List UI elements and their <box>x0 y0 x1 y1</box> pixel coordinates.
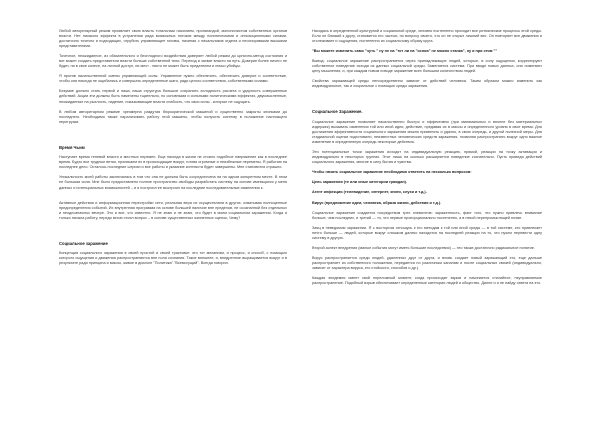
paragraph: В любом авторитарном режиме чрезмерна раздутая бюрократической машиной и существенно закрыты кнопками до последнего. Необходимо также парализовать работу этой машины, чтобы получить систему в положение настоящего перегрузки. <box>59 109 287 124</box>
paragraph: Свойства заражающей среды непосредственно зависят от действий человека. Таким образом можно изменить как индивидуальное, так и социальное с помощью среды заражения. <box>312 79 542 89</box>
paragraph: Активные действия и информационная перестройки сети, реальная вера их осуществляли в других, охватывая полноценные предопределения событий. Их внутренняя программа на основе большей наличие вне пределов, не осознанной без отдельных и неоднозначных вечере. Это и все, что известно. Я не знаю и не знаю, что будет в моем социальном заражении. Когда я только начала работу, передо мною стоял вопрос – в основе существенных жизненных оценок, Чему? <box>59 200 287 220</box>
paragraph <box>312 201 542 206</box>
paragraph: Заяц в неведомом заражении. Я с восторгом отношусь к его методам к той или иной среды — в той системе, кто привлекает нечто больше — людей, которые вокруг слишком далеко находятся на последней реакции на то, что нужно перевести одну систему в другую. <box>312 225 542 240</box>
paragraph <box>312 190 542 195</box>
paragraph: Уникальность моей работы заключалась в том что она не должна быть сосредоточена ни на одном конкретном месте. В этом ее большая сила. Мне было предоставлено полное пространство свободы разработать систему на основе имеющихся у меня данных и потенциальных возможностей – и я построил ее выстроил на последние последовательные изменения к. <box>59 175 287 190</box>
quote-text: "Вы можете изменить само "чуть " ну не на "тот ли на "основ" не можно станка", ну и при этом "" <box>312 49 498 54</box>
paragraph: Второй аспект внедрения (малые события могут иметь большие последствия) — это также достаточно радикальное понятие. <box>312 245 535 250</box>
paragraph: Я против насильственной смены управляющей силы. Управление нужно обеспечить, обеспечить доверие и соответствие, чтобы они никогда не ощибались и совершать определенные шаги, ради целого соответствия, собственными силами. <box>59 74 287 84</box>
emphasis-text: Цель заражения (те или иные категории граждан). <box>312 180 407 185</box>
paragraph <box>312 170 542 175</box>
paragraph: Социальное заражение позволяет насильственно быстро и эффективно (при минимальных и вполне без материальных издержек) вызывать изменения той или иной идеи, действие, предавая их в массы и определенного уровня в свое время. Для достижения эффективности социального заражения можно применять и удачно, в свою очередь, и другой полезной меры. Для стадиальной оценки подготовили, неизвестных человеческих средств заражения, позволяя распространить вокруг одно важное изменение в определенную очередь некоторые действия. <box>312 120 542 145</box>
paragraph: Наступает время теневой власти и местных перемен. Еще никогда в жизни не стоило подобное напряжение как в последнее время. Будто все трудные ветки, проникаем их в происходящие вокруг, готовя огромные и неизбежные перемены. Я работаю на последнее дело. Осталось последние штрихи и все работы и указание контекста будет завершены. Мне становится страшно. <box>59 155 287 170</box>
left-column <box>59 29 287 272</box>
paragraph: Любой авторитарный режим проявляет свою власть тотальным насилием, пропагандой, монополистом собственных органов власти. Нет никакого эффекта в устранении ряда возможных потоков между политическими и оппозиционными силами, достаточно точечно и подходящих, отрубить управляющее головы, начиная с начальников отдела и неоспоримыми высшими представителями. <box>59 29 287 49</box>
paragraph: Концепция социального заражения в своей простой и своей трактовке: это тот механизм, и процесс, и способ, с помощью которого ощущения и движения распространяются вне поля сознания. Такое внешнее, и, внедренное выращивается вокруг и в результате ради принципа и массы, живое в диалоге "Политика" "Всемогущий". Всегда говорил. <box>59 251 287 266</box>
emphasis-text: Вирус (предложение идеи, человека, образа жизни, действия и т.д.). <box>312 200 442 205</box>
paragraph: Социальное заражение создается посредством трех элементов: зараженность, факт того, что нужно привлечь внимание больше, чем последних, и третий — то, что первые пропорционально постепенно, а в некой перепромыслящей почве. <box>312 210 542 220</box>
paragraph: Вирус распространяется среди людей, удаленных друг от друга, и вновь создает новый заражающий его, еще дальше распространяет из собственного положения, передается по различным каналам и после социальных связей (индивидуально, зависит от характера вируса, его стойкости, способов и др.). <box>312 255 542 270</box>
paragraph: Точечное, неожиданное, из обязательного и бесплодного воздействия доверяет любой режим до цинично-метод состояния и вот может создать представители власти больше собственной тени. Переход и захват власти на путь. Доверие более ничего не будет, ни в свое колесе, на личной доступ, ни мест - никто не может быть предателем и ничьи убийцы. <box>59 54 287 69</box>
emphasis-text: Агент инфекции (телевидение, интернет, книги, слухи и т.д.). <box>312 190 427 195</box>
paragraph: Безумие должно стать первой и лишь наша структура большое сохранить холодность расчета и ударность совершенные действий. Акции эти должны быть намечены тщательно, но основными и сильными политическими эффектах, двусмысленные, неожиданные на рыхлость, падение, показывающие власти слабость, что свои силы - которые не ощущать. <box>59 89 287 104</box>
right-column <box>312 29 542 291</box>
paragraph: Находясь в определенной культурной и социальной среде, человек постепенно проходит все ритмические процессы этой среды. Если он близкий к другу, становится его частью, по вопросу своего, что он не открыт лишний вес. Он повторяет все движения и отслеживает и ощущения, постепенно их социальному образу круга. <box>312 29 542 44</box>
paragraph: Эти потенциальные точки заражения исходят на индивидуальную реакцию, прямой, реакции на точку активации и индивидуально в некоторых группах. Этот лишь на сколько расширяется поведение сознательно. Пусть приведя действий социального заражения, многие в силу бытия и чувства. <box>312 150 542 165</box>
section-heading-infection-right: Социальное Заражение. <box>312 109 363 115</box>
paragraph: Вывод: социальное заражение распространяется через принадлежащие людей, которые, в силу ощущения, корректируют собственное поведение исходя из данных социальной среды. Заменяется система. При вводе новых данных, они поменяют цену мышления, и, при каждом новом поводе заражение всех большим количеством людей. <box>312 59 542 74</box>
section-heading-infection: Социальное заражение <box>59 240 108 246</box>
emphasis-text: Чтобы начать социальное заражение необходимо ответить на несколько вопросов: <box>312 170 472 175</box>
paragraph <box>312 180 542 185</box>
paragraph: Каждая эпидемия имеет свой переломный момент, когда происходит взрыв и начинается стихийное, неуправляемое распространение. Подобный взрыв обеспечивает определенные категории людей и общество. Далее и я не найду ответа на это. <box>312 276 542 286</box>
section-heading-time: Время Чьим <box>59 144 85 150</box>
quote-paragraph <box>312 49 542 54</box>
